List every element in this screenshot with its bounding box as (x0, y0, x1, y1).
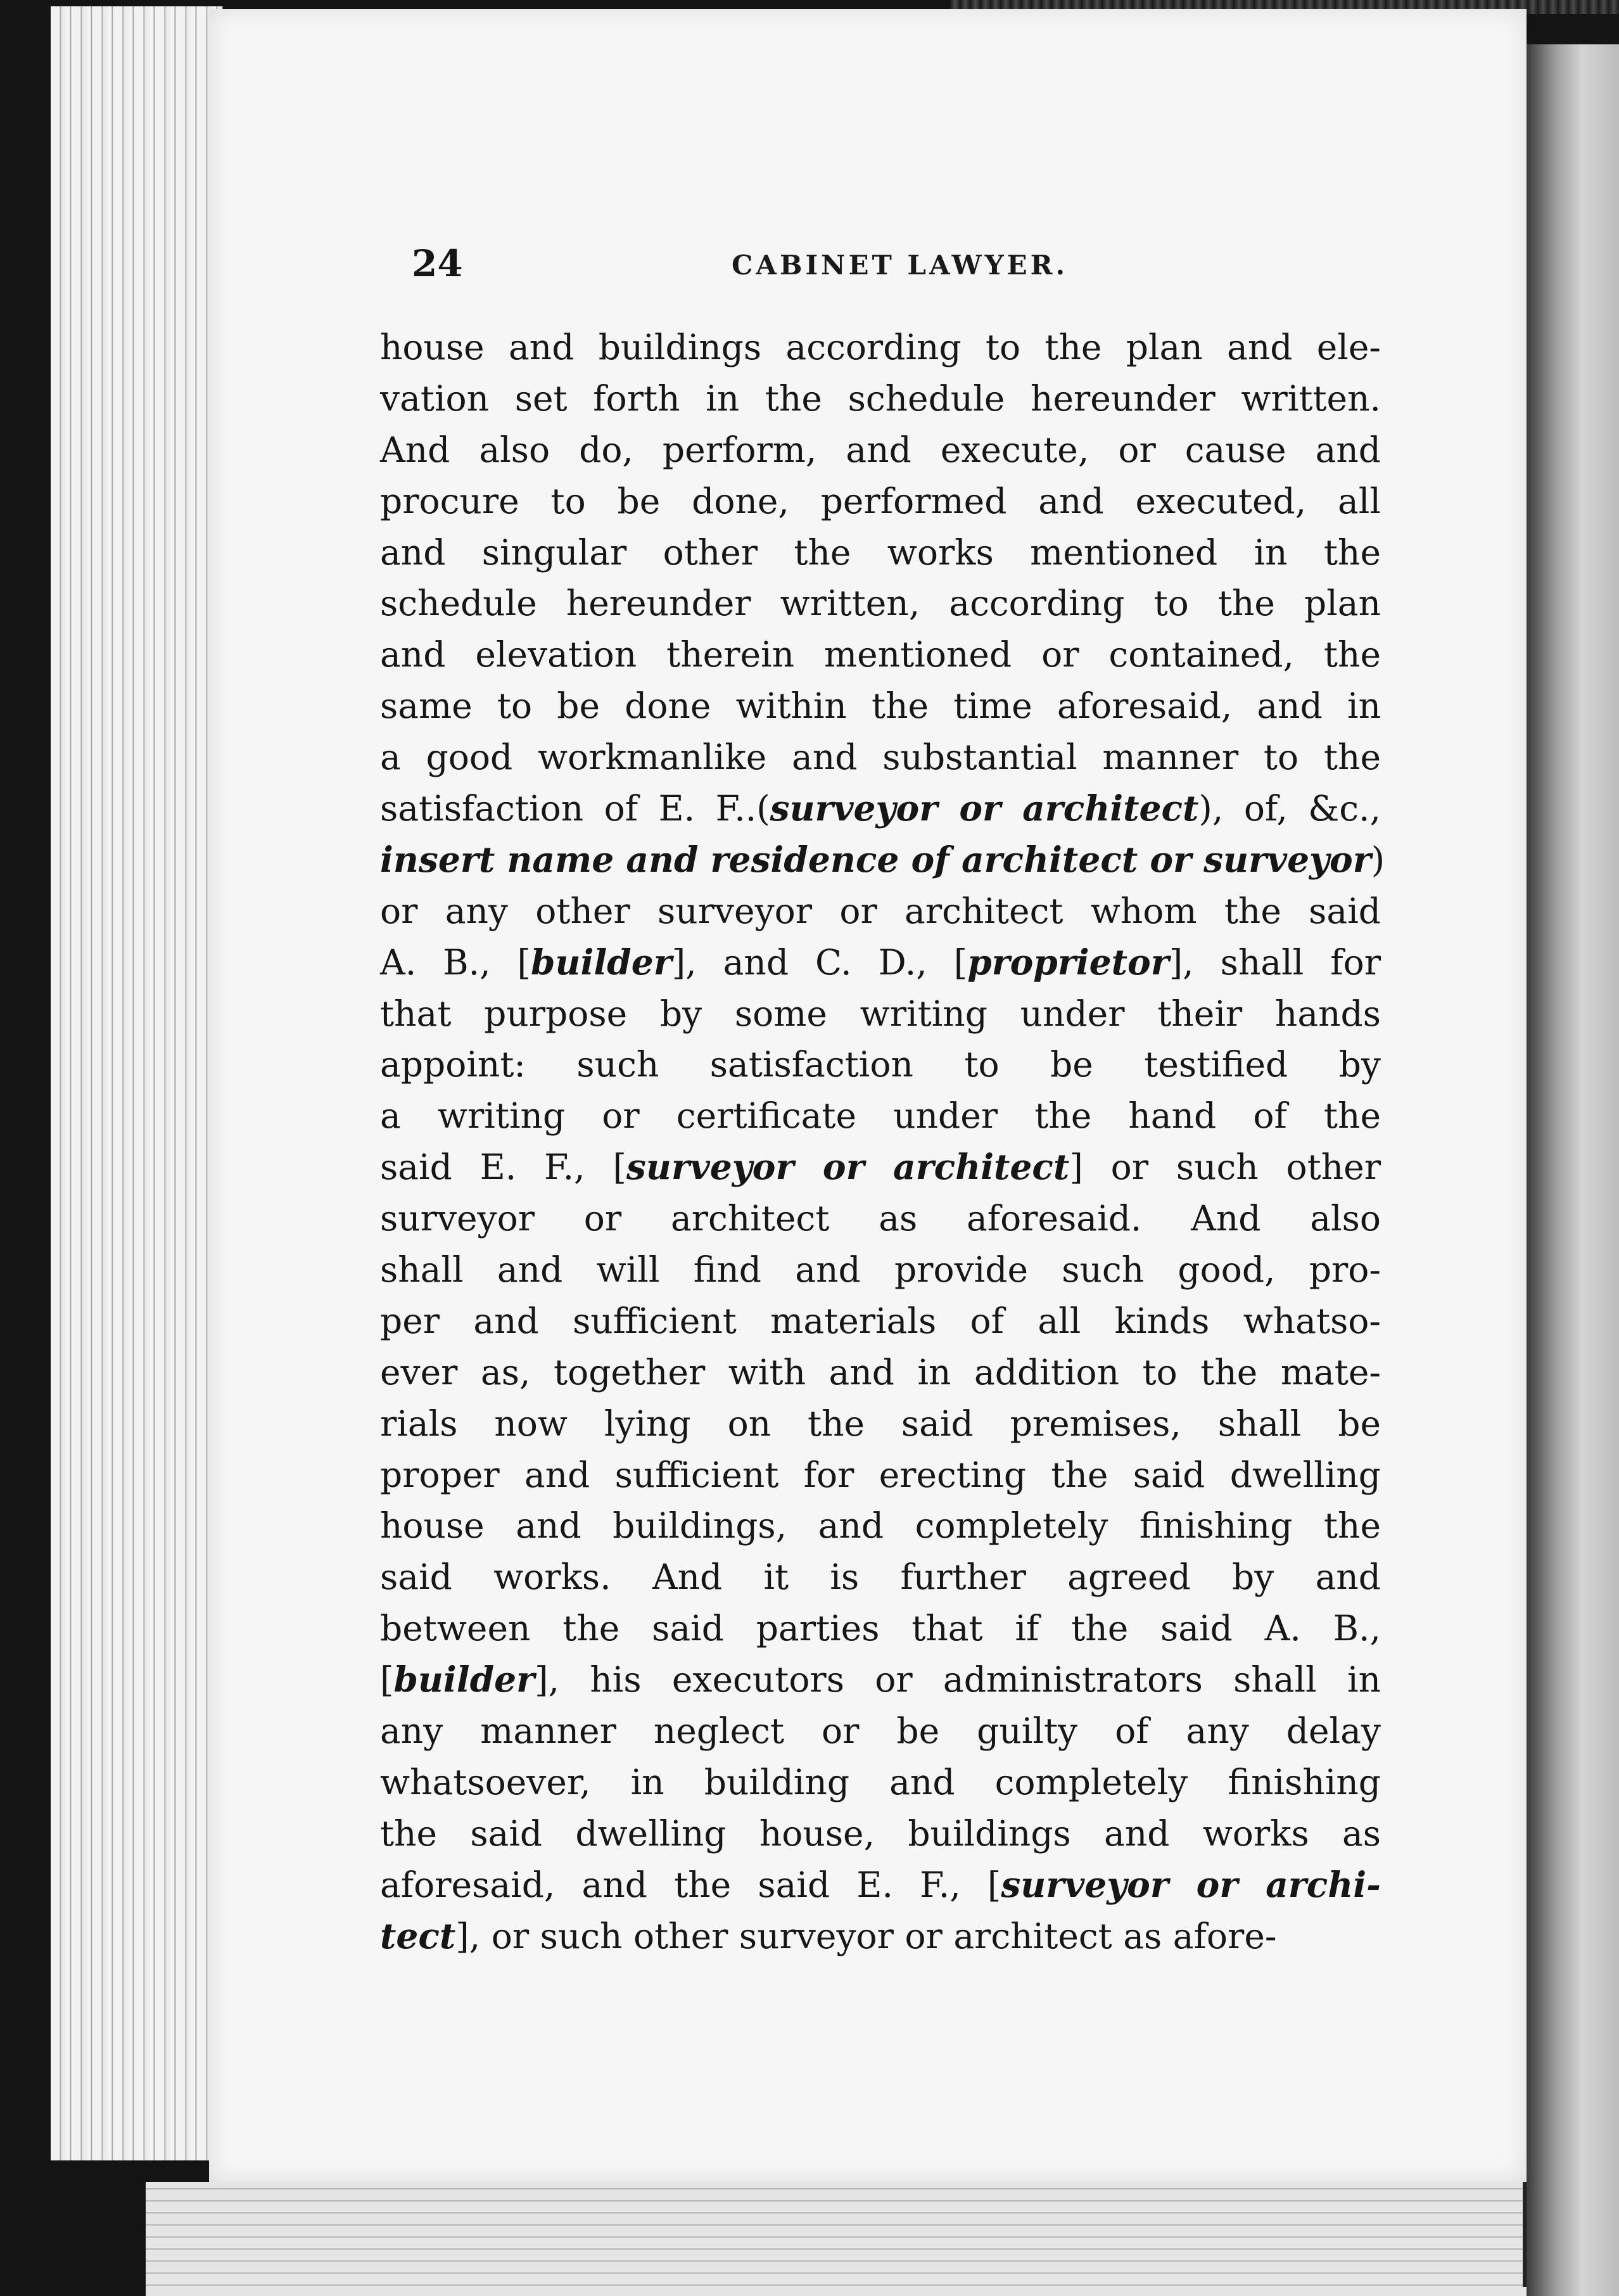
text-segment: or any other surveyor or architect whom the said (380, 890, 1381, 931)
text-line (380, 1500, 1381, 1552)
text-segment: procure to be done, performed and executed, all (380, 480, 1381, 521)
book-bottom-edge (146, 2182, 1533, 2296)
text-segment: a writing or certificate under the hand of the (380, 1095, 1381, 1137)
text-segment: ], shall for (1169, 941, 1381, 983)
text-segment: appoint: such satisfaction to be testified by (380, 1044, 1381, 1085)
text-line (380, 1808, 1381, 1859)
text-segment: ], his executors or administrators shall in (535, 1659, 1381, 1700)
italic-segment: surveyor or archi- (1001, 1863, 1381, 1905)
text-line (380, 1757, 1381, 1808)
text-segment: ever as, together with and in addition to the mate- (380, 1351, 1381, 1393)
text-segment: same to be done within the time aforesaid, and in (380, 686, 1381, 727)
text-line (380, 1859, 1381, 1911)
text-segment: and singular other the works mentioned in the (380, 532, 1381, 573)
italic-segment: tect (380, 1915, 456, 1956)
text-line (380, 476, 1381, 527)
text-line (380, 1347, 1381, 1398)
page-number: 24 (412, 242, 463, 285)
text-segment: schedule hereunder written, according to the plan (380, 583, 1381, 624)
text-segment: per and sufficient materials of all kinds whatso- (380, 1300, 1381, 1341)
text-segment: And also do, perform, and execute, or cause and (380, 429, 1381, 470)
italic-segment: builder (531, 941, 672, 983)
text-segment: a good workmanlike and substantial manner to the (380, 737, 1381, 778)
italic-segment: proprietor (967, 941, 1169, 983)
text-segment: ) (1371, 839, 1385, 880)
text-segment: between the said parties that if the said A. B., (380, 1608, 1381, 1649)
text-line (380, 1142, 1381, 1193)
text-line (380, 1296, 1381, 1347)
text-segment: whatsoever, in building and completely finishing (380, 1761, 1381, 1802)
italic-segment: builder (393, 1659, 535, 1700)
running-title: CABINET LAWYER. (732, 250, 1069, 281)
text-line (380, 680, 1381, 732)
text-line (380, 424, 1381, 476)
text-line (380, 1398, 1381, 1450)
text-segment: any manner neglect or be guilty of any delay (380, 1711, 1381, 1752)
text-line (380, 373, 1381, 424)
binding-edge (1527, 44, 1619, 2296)
italic-segment: insert name and residence of architect or surveyor (380, 838, 1371, 880)
text-segment: [ (380, 1659, 394, 1700)
text-segment: aforesaid, and the said E. F., [ (380, 1864, 1001, 1905)
text-segment: said E. F., [ (380, 1147, 626, 1188)
text-segment: said works. And it is further agreed by and (380, 1557, 1381, 1598)
text-line (380, 1603, 1381, 1654)
text-line (380, 322, 1381, 373)
text-line (380, 834, 1385, 886)
text-segment: proper and sufficient for erecting the said dwelling (380, 1454, 1381, 1495)
text-segment: the said dwelling house, buildings and works as (380, 1813, 1381, 1854)
text-segment: that purpose by some writing under their hands (380, 993, 1381, 1034)
body-text (380, 322, 1385, 1962)
text-segment: shall and will find and provide such good, pro- (380, 1249, 1381, 1291)
italic-segment: surveyor or architect (626, 1146, 1070, 1188)
book-page-edges (51, 6, 223, 2160)
text-segment: A. B., [ (380, 941, 531, 983)
text-segment: satisfaction of E. F..( (380, 788, 770, 829)
text-segment: vation set forth in the schedule hereunder written. (380, 378, 1381, 419)
text-line (380, 1911, 1381, 1962)
text-line (380, 1654, 1381, 1706)
running-head (412, 242, 1400, 293)
italic-segment: surveyor or architect (770, 788, 1199, 829)
text-segment: ), of, &c., (1198, 788, 1381, 829)
text-segment: ], and C. D., [ (671, 941, 968, 983)
text-line (380, 1450, 1381, 1501)
text-line (380, 783, 1381, 834)
text-line (380, 1244, 1381, 1296)
text-segment: and elevation therein mentioned or contained, the (380, 634, 1381, 675)
text-segment: surveyor or architect as aforesaid. And also (380, 1198, 1381, 1239)
text-line (380, 886, 1381, 937)
text-line (380, 578, 1381, 629)
text-line (380, 937, 1381, 988)
text-line (380, 732, 1381, 783)
text-segment: house and buildings, and completely finishing the (380, 1505, 1381, 1547)
text-line (380, 629, 1381, 680)
text-line (380, 1193, 1381, 1244)
text-line (380, 1552, 1381, 1603)
text-line (380, 1090, 1381, 1142)
text-segment: ], or such other surveyor or architect as afore- (455, 1915, 1277, 1956)
text-segment: rials now lying on the said premises, shall be (380, 1403, 1381, 1444)
text-line (380, 988, 1381, 1040)
text-line (380, 1039, 1381, 1090)
text-segment: house and buildings according to the plan and ele- (380, 327, 1381, 367)
text-line (380, 527, 1381, 578)
text-segment: ] or such other (1069, 1147, 1381, 1188)
text-line (380, 1706, 1381, 1757)
